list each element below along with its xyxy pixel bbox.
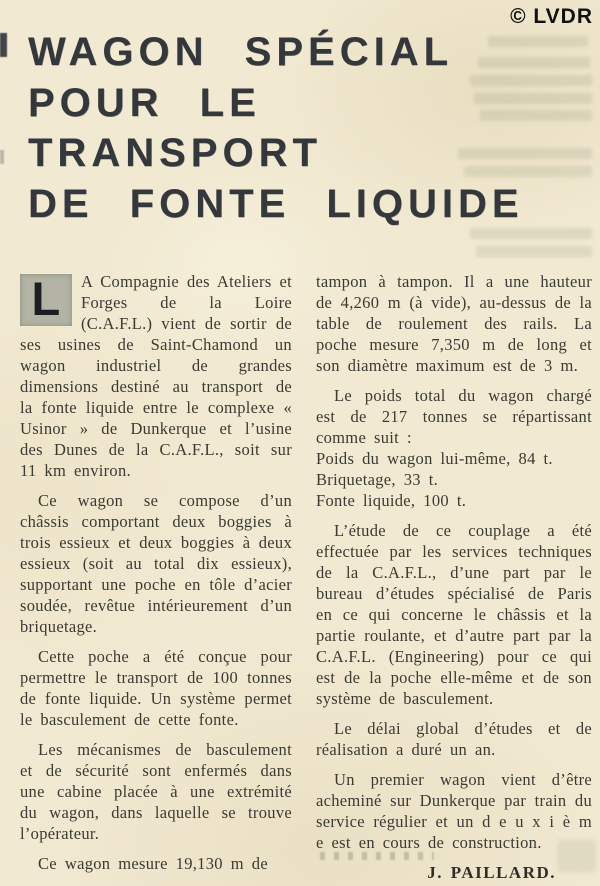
weight-breakdown-list <box>316 448 592 511</box>
paragraph-split-to-next-column: Ce wagon mesure 19,130 m de <box>38 854 268 873</box>
weight-item-fonte: Fonte liquide, 100 t. <box>316 491 467 510</box>
edge-scan-mark <box>0 150 4 164</box>
weight-item-wagon: Poids du wagon lui-même, 84 t. <box>316 449 553 468</box>
weight-item-briquetage: Briquetage, 33 t. <box>316 470 439 489</box>
paragraph: L’étude de ce couplage a été effectuée par les services techniques de la C.A.F.L., d’une part par le bureau d’études spécialisé de Paris en ce qui concerne le châssis et la partie roulante, et d’autre part par la C.A.F.L. (Engineering) pour ce qui est de la poche elle-même et de son système de basculement. <box>316 521 592 708</box>
headline-line-3: TRANSPORT <box>28 131 322 175</box>
headline-line-1: WAGON SPÉCIAL <box>28 30 454 74</box>
paragraph-text: A Compagnie des Ateliers et Forges de la Loire (C.A.F.L.) vient de sortir de ses usines de Saint-Chamond un wagon industriel de grandes dimensions destiné au transport de la fonte liquide entre le complexe « Usinor » de Dunkerque et l’usine des Dunes de la C.A.F.L., soit sur 11 km environ. <box>20 272 292 480</box>
column-left <box>20 271 292 883</box>
paragraph: Le délai global d’études et de réalisation a duré un an. <box>316 719 592 759</box>
paragraph: Cette poche a été conçue pour permettre le transport de 100 tonnes de fonte liquide. Un système permet le basculement de cette fonte. <box>20 647 292 729</box>
edge-scan-mark <box>0 33 7 57</box>
headline-line-2: POUR LE <box>28 80 261 125</box>
lead-paragraph <box>20 271 292 481</box>
column-right <box>316 271 592 883</box>
paragraph-continued-from-left-column: tampon à tampon. Il a une hauteur de 4,260 m (à vide), au-dessus de la table de roulement des rails. La poche mesure 7,350 m de long et son diamètre maximum est de 3 m. <box>316 272 592 375</box>
paragraph: Ce wagon se compose d’un châssis comportant deux boggies à trois essieux et deux boggies à deux essieux (soit au total dix essieux), supportant une poche en tôle d’acier soudée, revêtue intérieurement d’un briquetage. <box>20 491 292 636</box>
author-signature: J. PAILLARD. <box>427 863 556 882</box>
copyright-notice: © LVDR <box>510 5 593 28</box>
bleedthrough-mark <box>470 228 592 239</box>
paragraph: Les mécanismes de basculement et de sécurité sont enfermés dans une cabine placée à une extrémité du wagon, dans laquelle se trouve l’opérateur. <box>20 740 292 843</box>
article-body <box>20 271 594 883</box>
headline-line-4: DE FONTE LIQUIDE <box>28 181 524 226</box>
bleedthrough-mark <box>476 246 592 257</box>
dropcap-letter: L <box>20 274 72 326</box>
weights-intro-paragraph: Le poids total du wagon chargé est de 217 tonnes se répartissant comme suit : <box>316 386 592 447</box>
paragraph: Un premier wagon vient d’être acheminé sur Dunkerque par train du service régulier et un d e u x i è m e est en cours de construction. <box>316 770 592 852</box>
article-headline <box>28 27 573 229</box>
